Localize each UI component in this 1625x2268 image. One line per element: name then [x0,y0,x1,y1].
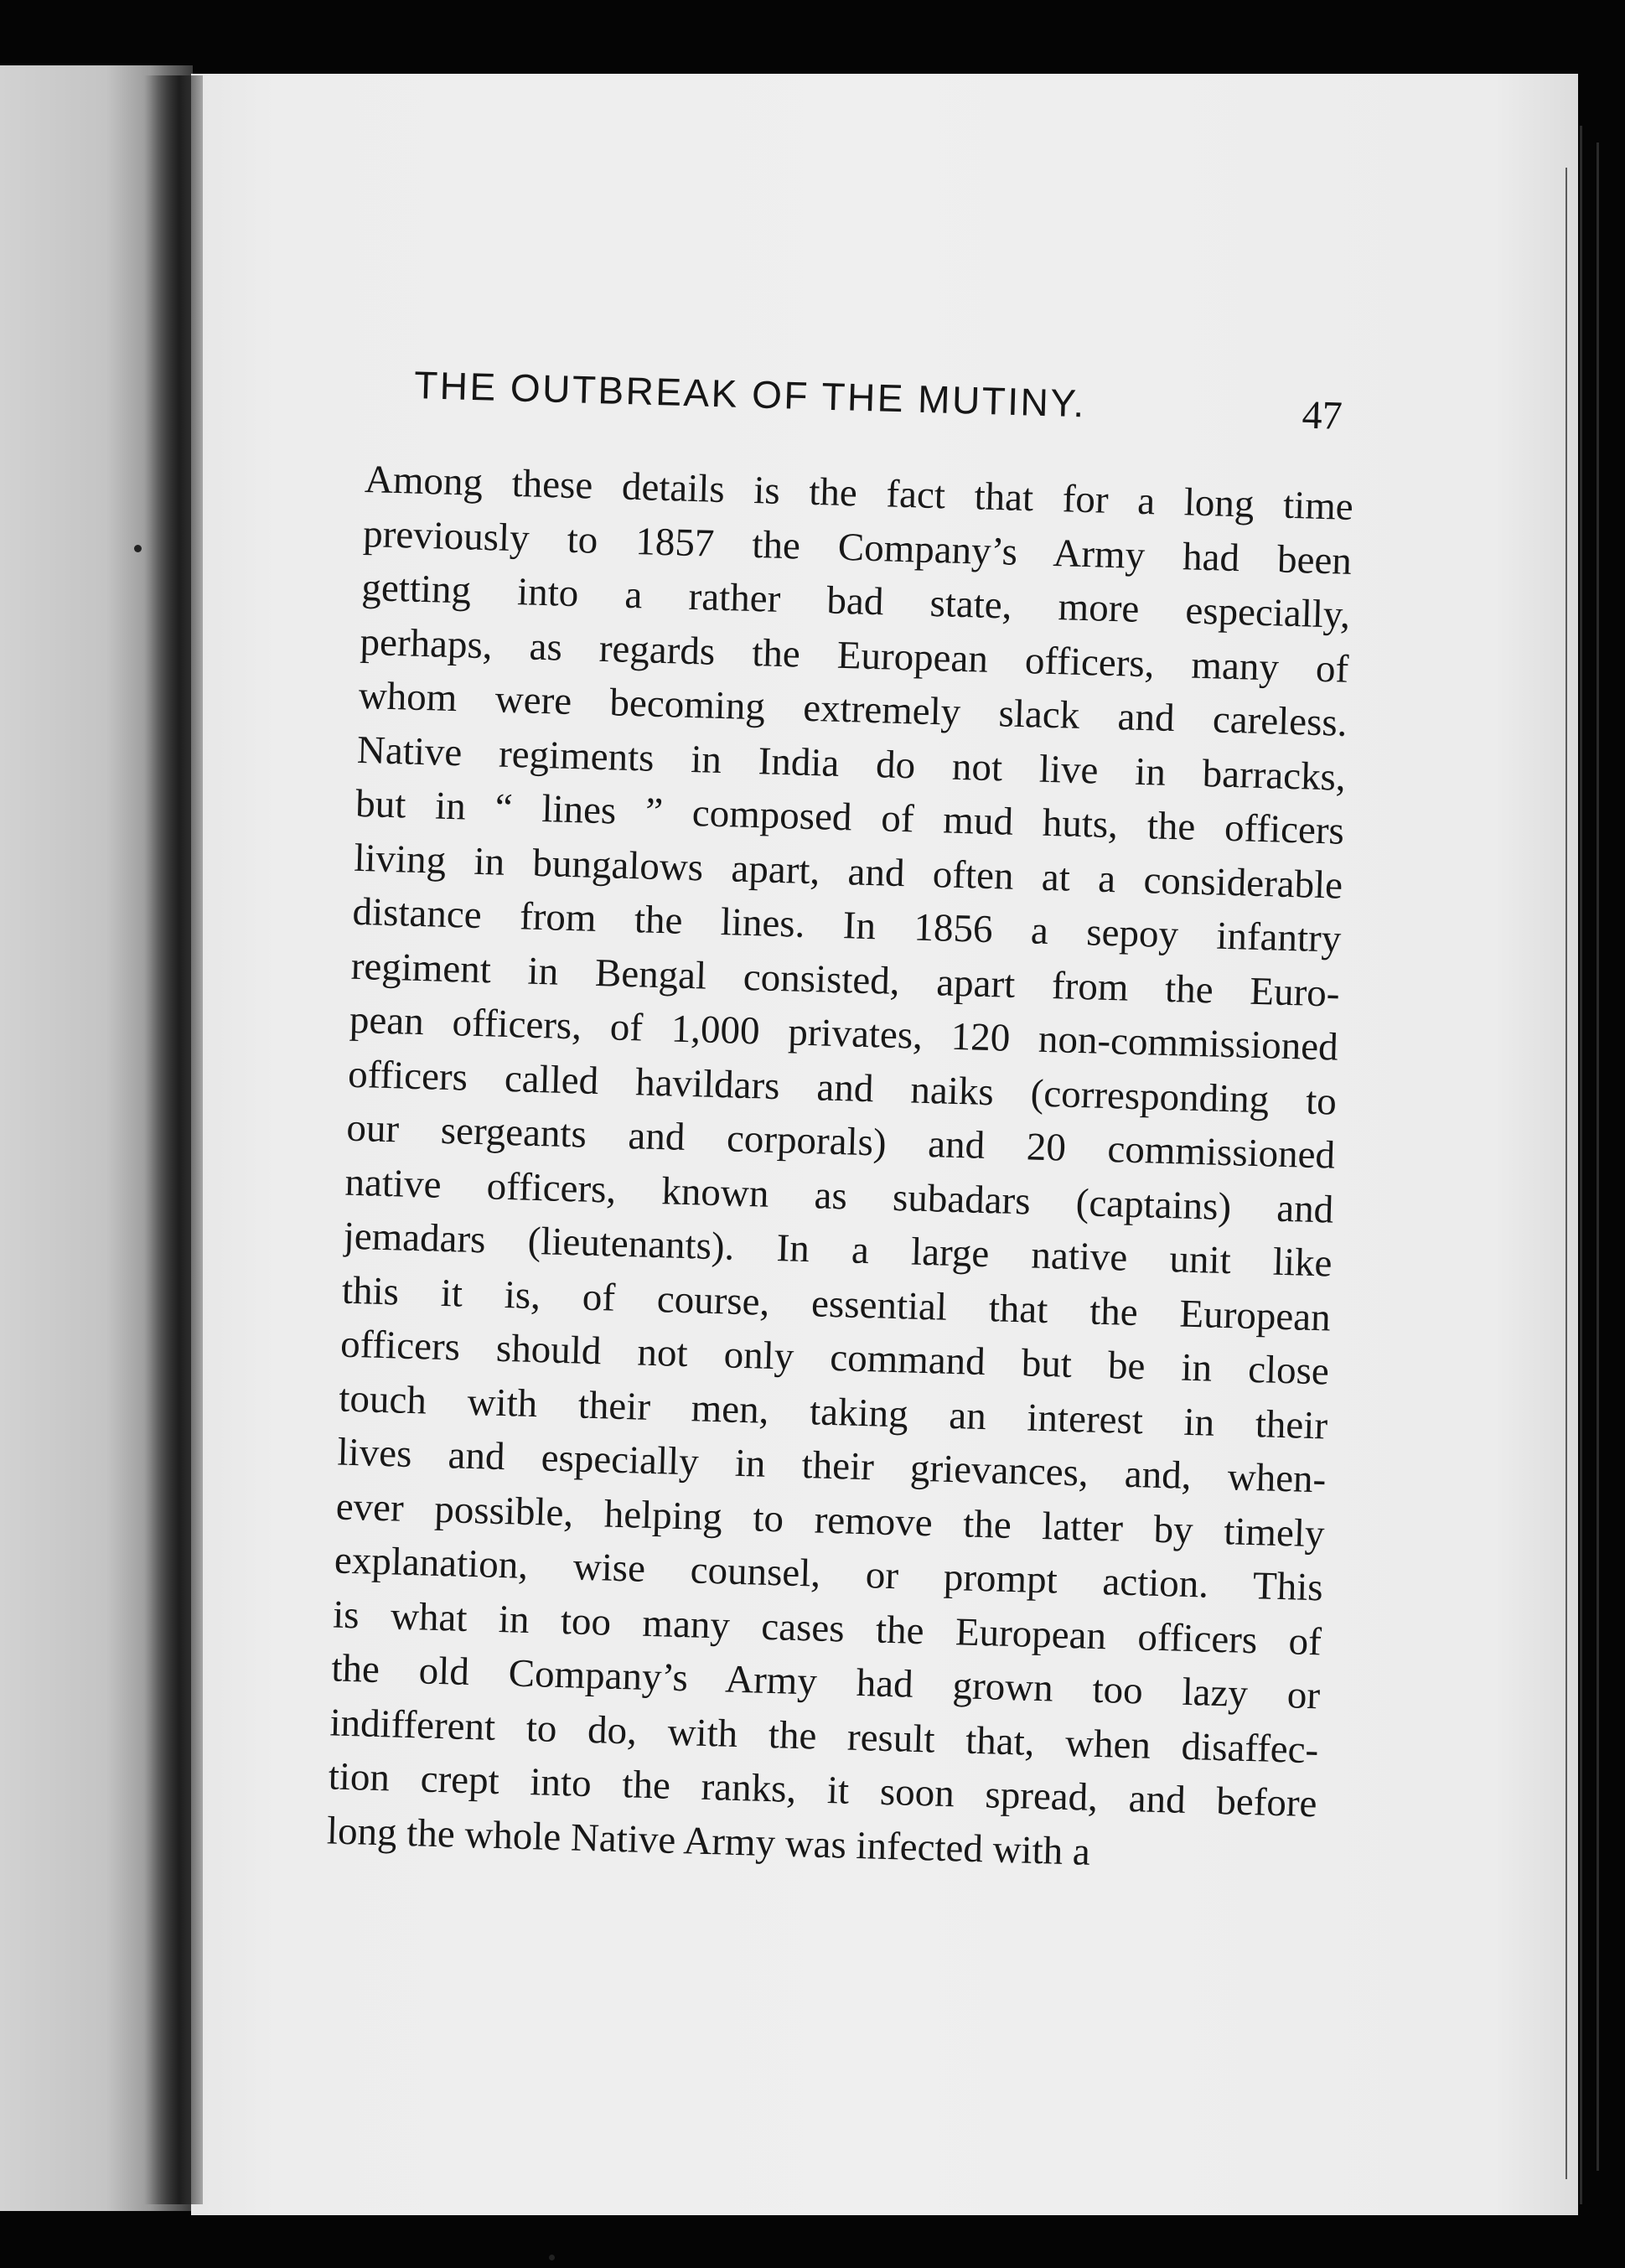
text-line: distance from the lines. In 1856 a sepoy infantry [351,889,1342,961]
text-line: this it is, of course, essential that the European [341,1268,1332,1340]
text-line: whom were becoming extremely slack and careless. [358,673,1348,745]
text-line: perhaps, as regards the European officers, many of [359,619,1349,691]
text-line: indifferent to do, with the result that, when disaffec- [329,1700,1319,1772]
text-line: pean officers, of 1,000 privates, 120 non-commissioned [349,997,1339,1069]
text-line: is what in too many cases the European officers of [332,1592,1322,1664]
text-line: Among these details is the fact that for a long time [364,457,1354,529]
page-number: 47 [1301,392,1343,438]
running-head: THE OUTBREAK OF THE MUTINY. [413,362,1087,426]
page-stack-edge [1565,168,1567,2179]
text-line: officers should not only command but be in close [339,1322,1330,1394]
text-line: officers called havildars and naiks (corresponding to [347,1052,1338,1124]
text-line: jemadars (lieutenants). In a large native unit like [343,1214,1333,1286]
body-paragraph [326,453,1353,1885]
text-line: explanation, wise counsel, or prompt action. This [334,1538,1324,1610]
text-line: getting into a rather bad state, more especially, [360,565,1351,637]
text-line: tion crept into the ranks, it soon spread, and before [328,1754,1318,1826]
text-line: long the whole Native Army was infected with a [326,1808,1091,1874]
text-line: native officers, known as subadars (captains) and [344,1160,1334,1232]
page-stack-edge [1580,126,1582,2204]
text-line: touch with their men, taking an interest in their [338,1376,1328,1447]
text-line: the old Company’s Army had grown too lazy or [330,1646,1321,1718]
book-gutter-shadow [144,75,203,2204]
text-line: regiment in Bengal consisted, apart from the Euro- [350,944,1341,1016]
scan-speck [549,2255,555,2260]
scan-speck [134,545,142,552]
text-line: previously to 1857 the Company’s Army had been [362,511,1353,583]
text-line: but in “ lines ” composed of mud huts, the officers [354,781,1345,853]
text-line: lives and especially in their grievances, and, when- [336,1430,1327,1502]
page-stack-edge [1597,142,1599,2171]
text-line: living in bungalows apart, and often at a considerable [353,836,1343,908]
text-line: ever possible, helping to remove the latter by timely [335,1484,1326,1556]
text-line: our sergeants and corporals) and 20 commissioned [345,1106,1336,1178]
text-line: Native regiments in India do not live in barracks, [356,728,1347,800]
